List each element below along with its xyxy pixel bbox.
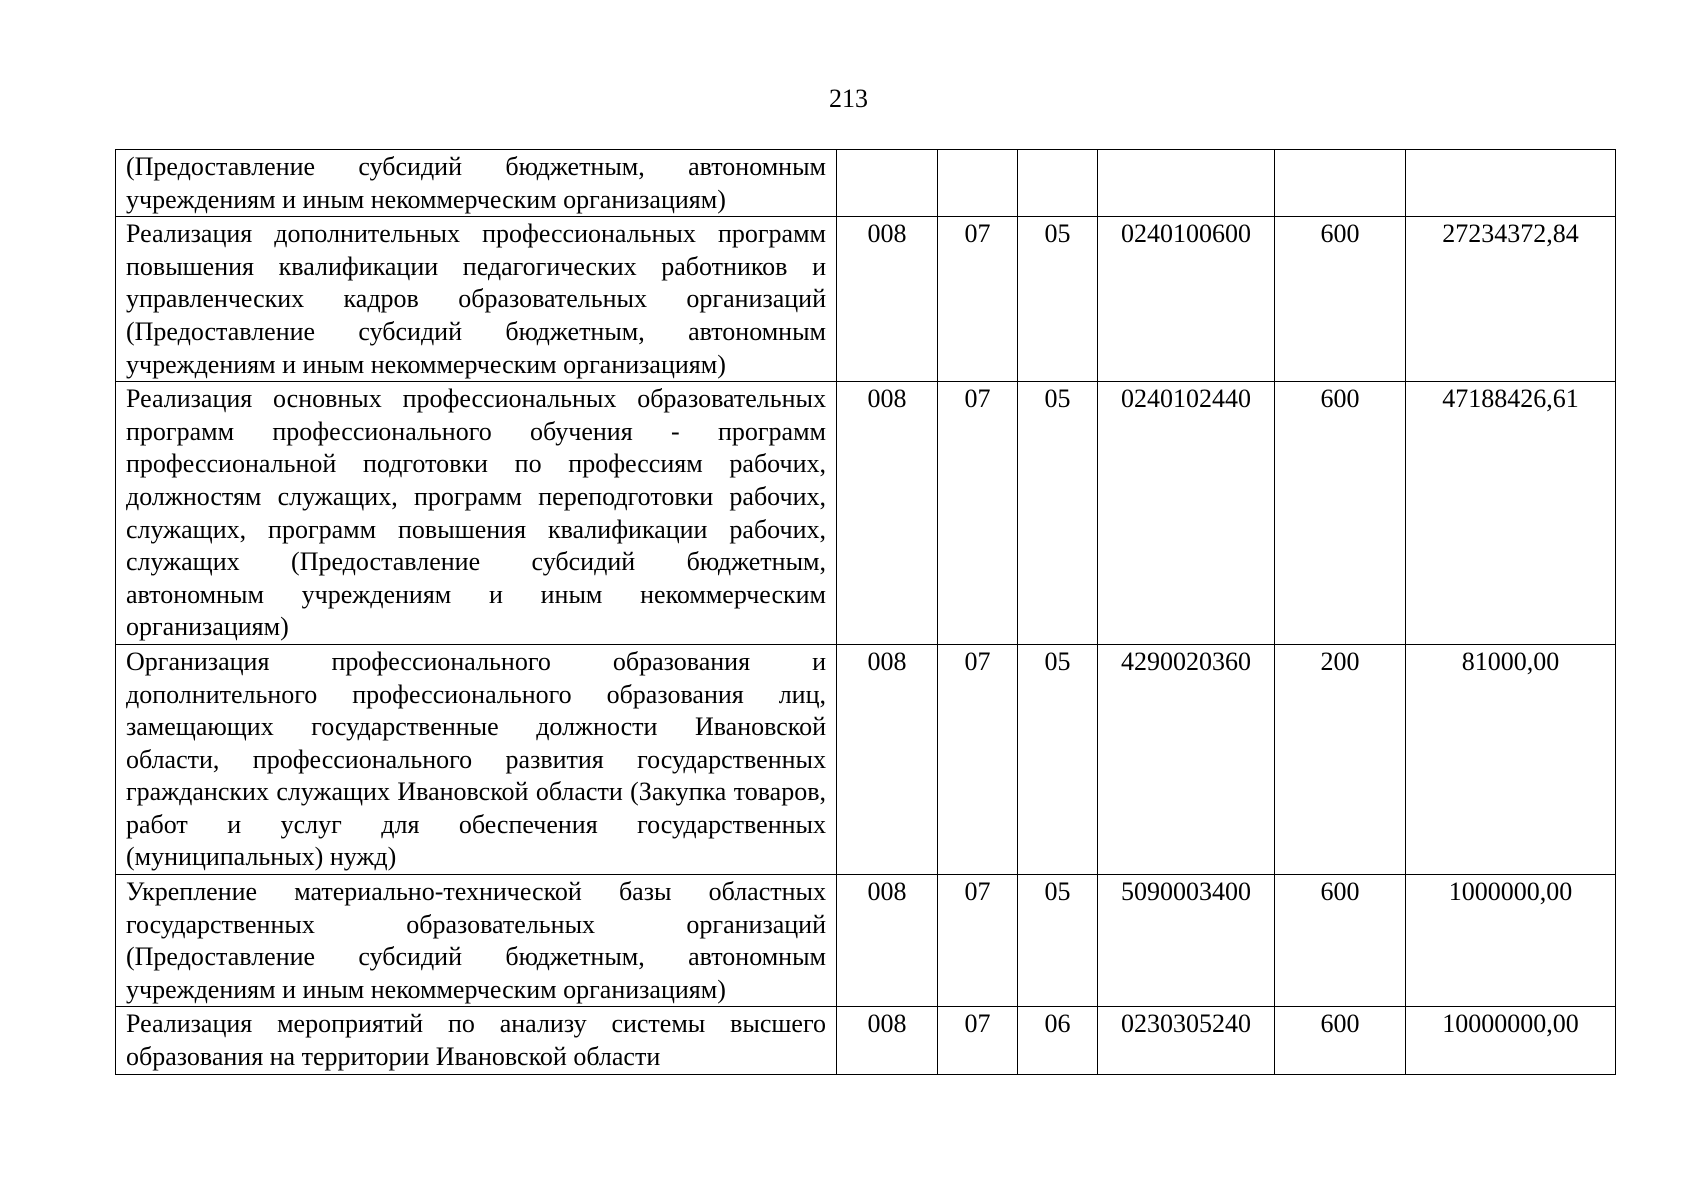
section-code: 07 (938, 875, 1018, 1007)
amount: 27234372,84 (1406, 217, 1616, 382)
page-number: 213 (829, 84, 868, 113)
expense-type-code: 600 (1275, 382, 1406, 645)
section-code: 07 (938, 217, 1018, 382)
ministry-code: 008 (837, 217, 938, 382)
row-description: Реализация основных профессиональных образовательных программ профессионального обучения - программ профессиональной подготовки по профессиям рабочих, должностям служащих, программ переподготовки рабочих, служащих, программ повышения квалификации рабочих, служащих (Предоставление субсидий бюджетным, автономным учреждениям и иным некоммерческим организациям) (116, 382, 837, 645)
expense-type-code: 600 (1275, 875, 1406, 1007)
target-article-code: 0240102440 (1098, 382, 1275, 645)
expense-type-code: 200 (1275, 644, 1406, 874)
section-code: 07 (938, 1007, 1018, 1074)
table-row (116, 875, 1616, 1007)
expense-type-code: 600 (1275, 1007, 1406, 1074)
subsection-code: 05 (1018, 644, 1098, 874)
table-row (116, 1007, 1616, 1074)
subsection-code (1018, 150, 1098, 217)
table-row (116, 644, 1616, 874)
ministry-code: 008 (837, 1007, 938, 1074)
section-code (938, 150, 1018, 217)
row-description: (Предоставление субсидий бюджетным, автономным учреждениям и иным некоммерческим организациям) (116, 150, 837, 217)
amount: 10000000,00 (1406, 1007, 1616, 1074)
row-description: Организация профессионального образования и дополнительного профессионального образования лиц, замещающих государственные должности Ивановской области, профессионального развития государственных гражданских служащих Ивановской области (Закупка товаров, работ и услуг для обеспечения государственных (муниципальных) нужд) (116, 644, 837, 874)
table-row (116, 217, 1616, 382)
expense-type-code (1275, 150, 1406, 217)
row-description: Реализация дополнительных профессиональных программ повышения квалификации педагогических работников и управленческих кадров образовательных организаций (Предоставление субсидий бюджетным, автономным учреждениям и иным некоммерческим организациям) (116, 217, 837, 382)
table-row (116, 382, 1616, 645)
budget-table (115, 149, 1616, 1075)
ministry-code: 008 (837, 382, 938, 645)
target-article-code: 0240100600 (1098, 217, 1275, 382)
subsection-code: 05 (1018, 875, 1098, 1007)
amount: 81000,00 (1406, 644, 1616, 874)
amount: 1000000,00 (1406, 875, 1616, 1007)
target-article-code (1098, 150, 1275, 217)
section-code: 07 (938, 644, 1018, 874)
target-article-code: 5090003400 (1098, 875, 1275, 1007)
subsection-code: 05 (1018, 382, 1098, 645)
ministry-code: 008 (837, 875, 938, 1007)
target-article-code: 4290020360 (1098, 644, 1275, 874)
row-description: Реализация мероприятий по анализу системы высшего образования на территории Ивановской области (116, 1007, 837, 1074)
section-code: 07 (938, 382, 1018, 645)
subsection-code: 05 (1018, 217, 1098, 382)
table-row (116, 150, 1616, 217)
ministry-code: 008 (837, 644, 938, 874)
subsection-code: 06 (1018, 1007, 1098, 1074)
amount (1406, 150, 1616, 217)
row-description: Укрепление материально-технической базы областных государственных образовательных организаций (Предоставление субсидий бюджетным, автономным учреждениям и иным некоммерческим организациям) (116, 875, 837, 1007)
budget-table-body (116, 150, 1616, 1075)
amount: 47188426,61 (1406, 382, 1616, 645)
target-article-code: 0230305240 (1098, 1007, 1275, 1074)
ministry-code (837, 150, 938, 217)
expense-type-code: 600 (1275, 217, 1406, 382)
